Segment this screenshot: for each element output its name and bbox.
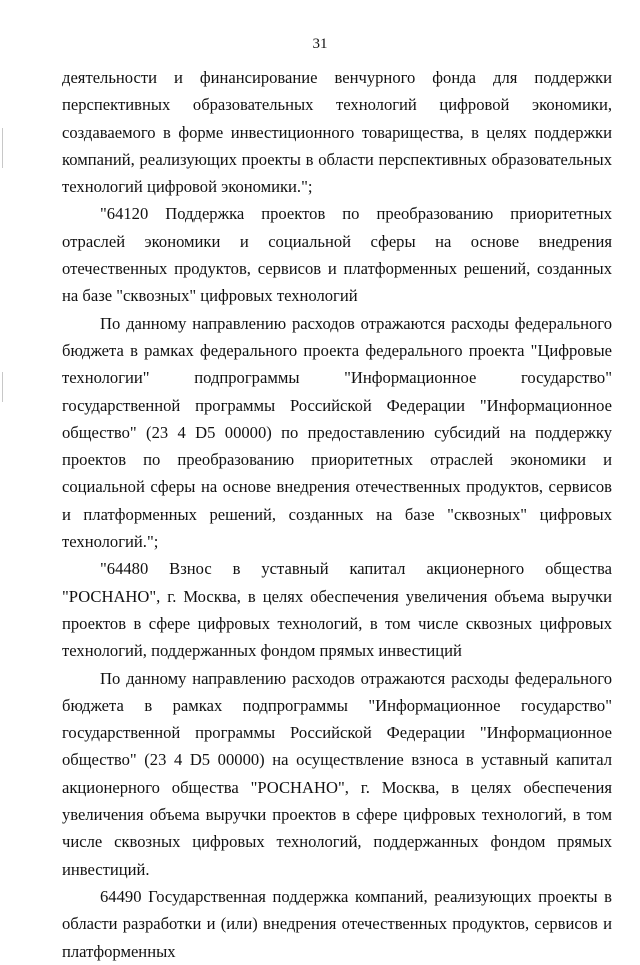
body-text: [62, 64, 612, 965]
paragraph: деятельности и финансирование венчурного фонда для поддержки перспективных образовательных технологий цифровой экономики, создаваемого в форме инвестиционного товарищества, в целях поддержки компаний, реализующих проекты в области перспективных образовательных технологий цифровой экономики.";: [62, 68, 612, 197]
paragraph-heading-64120: "64120 Поддержка проектов по преобразованию приоритетных отраслей экономики и социальной сферы на основе внедрения отечественных продуктов, сервисов и платформенных решений, созданных на базе "сквозных" цифровых технологий: [62, 204, 612, 306]
scan-edge-mark: [2, 372, 3, 402]
paragraph: По данному направлению расходов отражаются расходы федерального бюджета в рамках подпрограммы "Информационное государство" государственной программы Российской Федерации "Информационное общество" (23 4 D5 00000) на осуществление взноса в уставный капитал акционерного общества "РОСНАНО", г. Москва, в целях обеспечения увеличения объема выручки проектов в сфере цифровых технологий, в том числе сквозных цифровых технологий, поддержанных фондом прямых инвестиций.: [62, 668, 612, 879]
paragraph-heading-64480: "64480 Взнос в уставный капитал акционерного общества "РОСНАНО", г. Москва, в целях обеспечения увеличения объема выручки проектов в сфере цифровых технологий, в том числе сквозных цифровых технологий, поддержанных фондом прямых инвестиций: [62, 559, 612, 661]
paragraph-heading-64490: 64490 Государственная поддержка компаний, реализующих проекты в области разработки и (или) внедрения отечественных продуктов, сервисов и платформенных: [62, 886, 612, 961]
paragraph: По данному направлению расходов отражаются расходы федерального бюджета в рамках федерального проекта федерального проекта "Цифровые технологии" подпрограммы "Информационное государство" государственной программы Российской Федерации "Информационное общество" (23 4 D5 00000) по предоставлению субсидий на поддержку проектов по преобразованию приоритетных отраслей экономики и социальной сферы на основе внедрения отечественных продуктов, сервисов и платформенных решений, созданных на базе "сквозных" цифровых технологий.";: [62, 313, 612, 552]
page-number: 31: [312, 36, 328, 52]
scan-edge-mark: [2, 128, 3, 168]
